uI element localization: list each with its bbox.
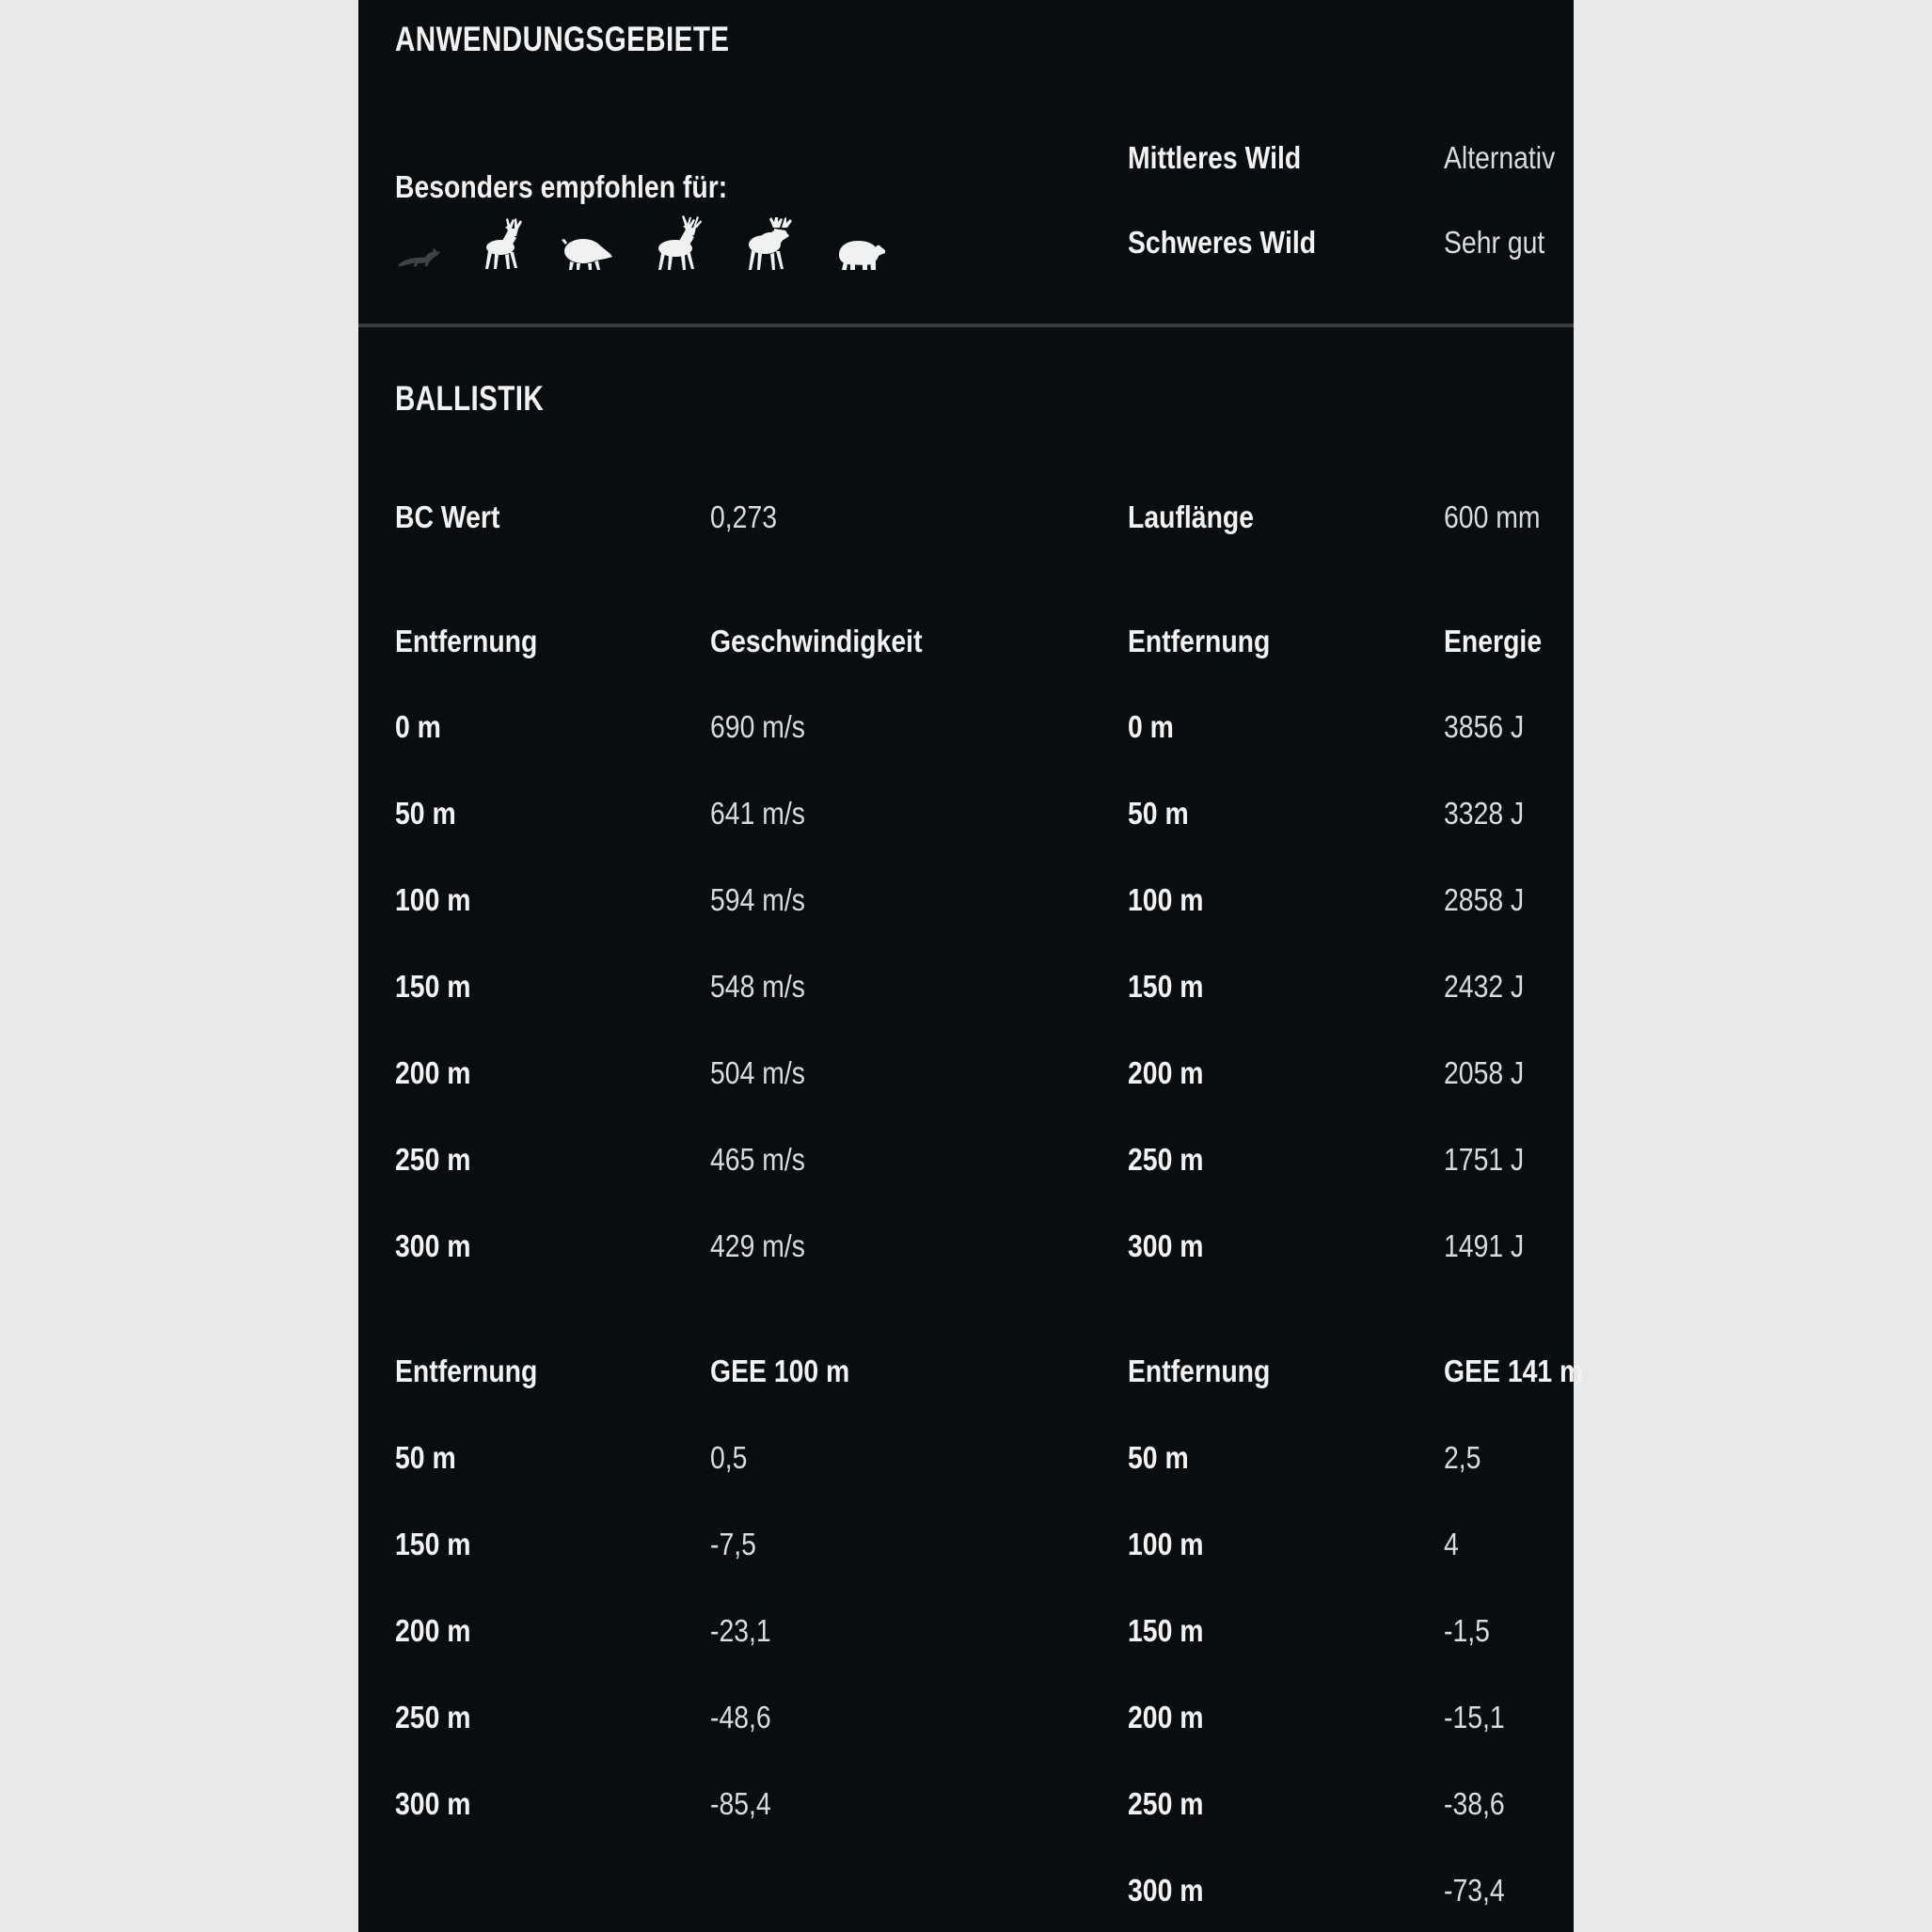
gee141-table-distance-header: Entfernung xyxy=(1128,1354,1271,1388)
velocity-row-value: 690 m/s xyxy=(710,709,805,744)
section-divider xyxy=(358,324,1574,327)
gee100-row-distance: 300 m xyxy=(395,1786,471,1821)
velocity-row-distance: 300 m xyxy=(395,1228,471,1263)
energy-row-value: 3328 J xyxy=(1444,796,1525,831)
roe-deer-icon xyxy=(481,216,522,271)
section-title-ballistik: BALLISTIK xyxy=(395,379,545,418)
gee141-row-value: -38,6 xyxy=(1444,1786,1505,1821)
velocity-row-distance: 250 m xyxy=(395,1142,471,1177)
velocity-row-value: 429 m/s xyxy=(710,1228,805,1263)
gee141-row-distance: 100 m xyxy=(1128,1527,1204,1561)
energy-row-distance: 100 m xyxy=(1128,882,1204,917)
velocity-row-distance: 0 m xyxy=(395,709,441,744)
gee100-row-value: -23,1 xyxy=(710,1613,771,1648)
wild-boar-icon xyxy=(562,231,612,271)
content-panel xyxy=(358,0,1584,1932)
spec-value-lauflaenge: 600 mm xyxy=(1444,499,1541,534)
energy-table-value-header: Energie xyxy=(1444,624,1543,658)
velocity-row-value: 641 m/s xyxy=(710,796,805,831)
gee141-row-distance: 200 m xyxy=(1128,1700,1204,1734)
spec-label-lauflaenge: Lauflänge xyxy=(1128,499,1255,534)
spec-label-bc-wert: BC Wert xyxy=(395,499,500,534)
velocity-row-value: 465 m/s xyxy=(710,1142,805,1177)
gee100-table-value-header: GEE 100 m xyxy=(710,1354,850,1388)
energy-row-value: 2858 J xyxy=(1444,882,1525,917)
red-deer-icon xyxy=(652,214,703,271)
energy-row-value: 1491 J xyxy=(1444,1228,1525,1263)
energy-row-distance: 0 m xyxy=(1128,709,1174,744)
gee141-row-distance: 250 m xyxy=(1128,1786,1204,1821)
gee141-row-distance: 300 m xyxy=(1128,1873,1204,1908)
energy-row-value: 1751 J xyxy=(1444,1142,1525,1177)
gee100-row-value: 0,5 xyxy=(710,1440,748,1475)
gee141-row-distance: 50 m xyxy=(1128,1440,1189,1475)
recommended-for-label: Besonders empfohlen für: xyxy=(395,169,728,204)
energy-table-distance-header: Entfernung xyxy=(1128,624,1271,658)
gee100-row-distance: 200 m xyxy=(395,1613,471,1648)
velocity-row-distance: 150 m xyxy=(395,969,471,1004)
gee100-row-distance: 150 m xyxy=(395,1527,471,1561)
suitability-label: Schweres Wild xyxy=(1128,225,1317,260)
suitability-value: Alternativ xyxy=(1444,140,1556,175)
gee141-row-value: 4 xyxy=(1444,1527,1459,1561)
velocity-table-value-header: Geschwindigkeit xyxy=(710,624,923,658)
gee100-table-distance-header: Entfernung xyxy=(395,1354,538,1388)
gee141-table-value-header: GEE 141 m xyxy=(1444,1354,1584,1388)
gee141-row-value: -15,1 xyxy=(1444,1700,1505,1734)
energy-row-distance: 300 m xyxy=(1128,1228,1204,1263)
suitability-value: Sehr gut xyxy=(1444,225,1545,260)
gee141-row-distance: 150 m xyxy=(1128,1613,1204,1648)
gee141-row-value: -73,4 xyxy=(1444,1873,1505,1908)
moose-icon xyxy=(742,216,795,271)
velocity-table-distance-header: Entfernung xyxy=(395,624,538,658)
velocity-row-value: 594 m/s xyxy=(710,882,805,917)
gee141-row-value: -1,5 xyxy=(1444,1613,1490,1648)
energy-row-distance: 150 m xyxy=(1128,969,1204,1004)
energy-row-value: 2432 J xyxy=(1444,969,1525,1004)
fox-icon xyxy=(396,245,441,271)
velocity-row-distance: 50 m xyxy=(395,796,456,831)
bear-icon xyxy=(834,235,885,271)
gee100-row-value: -48,6 xyxy=(710,1700,771,1734)
velocity-row-distance: 100 m xyxy=(395,882,471,917)
energy-row-distance: 50 m xyxy=(1128,796,1189,831)
energy-row-distance: 200 m xyxy=(1128,1055,1204,1090)
gee100-row-value: -7,5 xyxy=(710,1527,756,1561)
gee100-row-distance: 250 m xyxy=(395,1700,471,1734)
gee100-row-distance: 50 m xyxy=(395,1440,456,1475)
velocity-row-value: 548 m/s xyxy=(710,969,805,1004)
gee100-row-value: -85,4 xyxy=(710,1786,771,1821)
gee141-row-value: 2,5 xyxy=(1444,1440,1481,1475)
energy-row-value: 2058 J xyxy=(1444,1055,1525,1090)
energy-row-distance: 250 m xyxy=(1128,1142,1204,1177)
velocity-row-value: 504 m/s xyxy=(710,1055,805,1090)
animal-icon-strip xyxy=(396,211,979,271)
suitability-label: Mittleres Wild xyxy=(1128,140,1302,175)
section-title-anwendungsgebiete: ANWENDUNGSGEBIETE xyxy=(395,20,730,58)
energy-row-value: 3856 J xyxy=(1444,709,1525,744)
spec-value-bc-wert: 0,273 xyxy=(710,499,778,534)
velocity-row-distance: 200 m xyxy=(395,1055,471,1090)
